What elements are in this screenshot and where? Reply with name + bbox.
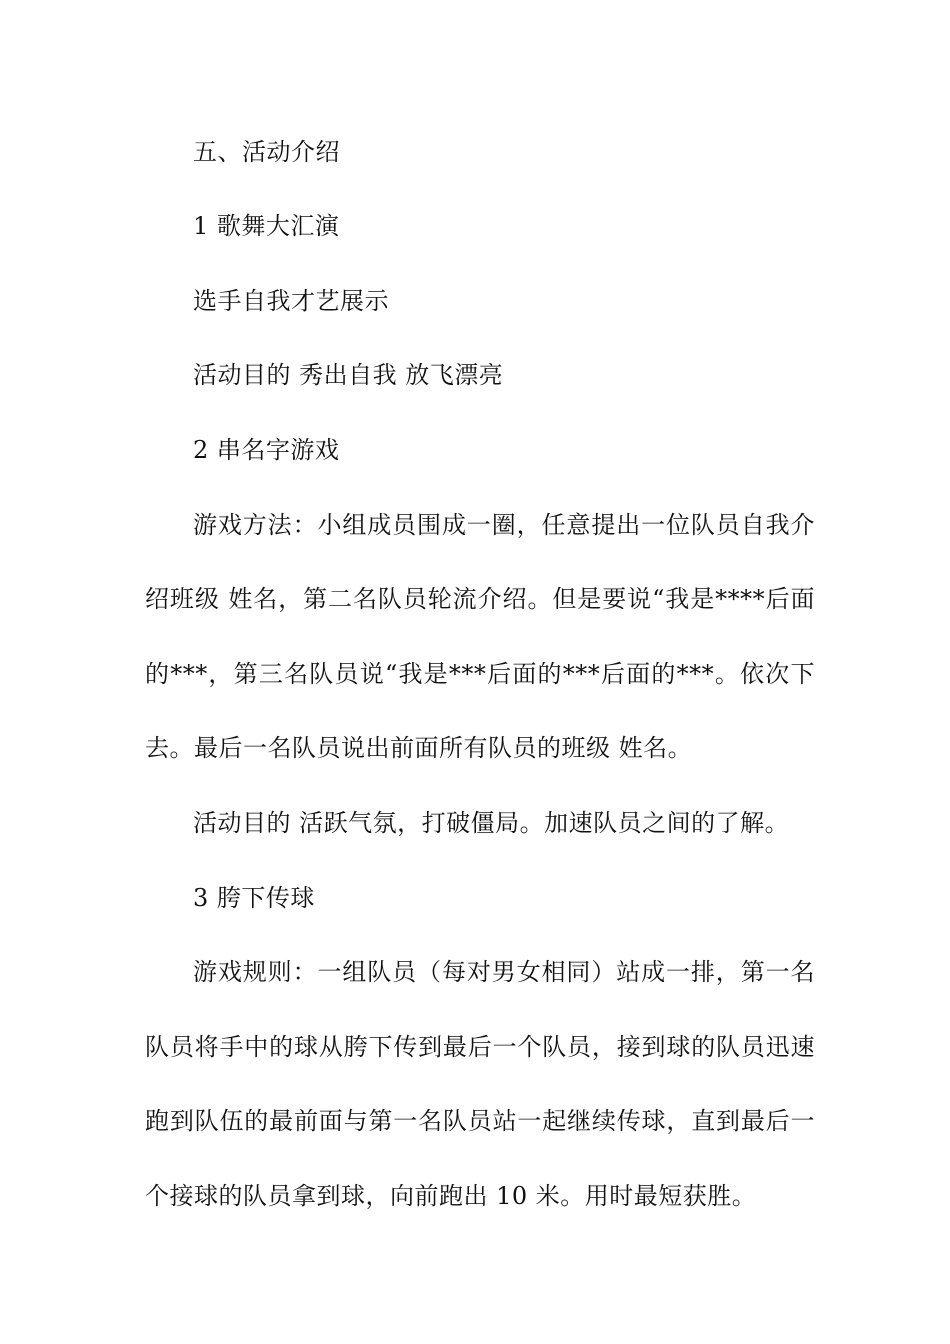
method-line-1: 游戏方法：小组成员围成一圈，任意提出一位队员自我介 xyxy=(193,511,815,539)
method-line-3: 的***，第三名队员说“我是***后面的***后面的***。依次下 xyxy=(145,660,815,688)
method-line-4: 去。最后一名队员说出前面所有队员的班级 姓名。 xyxy=(145,734,693,762)
rule-line-4: 个接球的队员拿到球，向前跑出 10 米。用时最短获胜。 xyxy=(145,1182,757,1210)
rule-line-1: 游戏规则：一组队员（每对男女相同）站成一排，第一名 xyxy=(193,958,815,986)
rule-line-3: 跑到队伍的最前面与第一名队员站一起继续传球，直到最后一 xyxy=(145,1107,815,1135)
item-purpose-2: 活动目的 活跃气氛，打破僵局。加速队员之间的了解。 xyxy=(193,809,790,837)
item-title-3: 3 胯下传球 xyxy=(193,884,315,912)
item-title-2: 2 串名字游戏 xyxy=(193,436,340,464)
section-heading: 五、活动介绍 xyxy=(193,138,340,166)
item-purpose-1: 活动目的 秀出自我 放飞漂亮 xyxy=(193,361,504,389)
item-subtitle-1: 选手自我才艺展示 xyxy=(193,287,389,315)
rule-line-2: 队员将手中的球从胯下传到最后一个队员，接到球的队员迅速 xyxy=(145,1033,815,1061)
method-line-2: 绍班级 姓名，第二名队员轮流介绍。但是要说“我是****后面 xyxy=(145,585,815,613)
item-title-1: 1 歌舞大汇演 xyxy=(193,212,340,240)
